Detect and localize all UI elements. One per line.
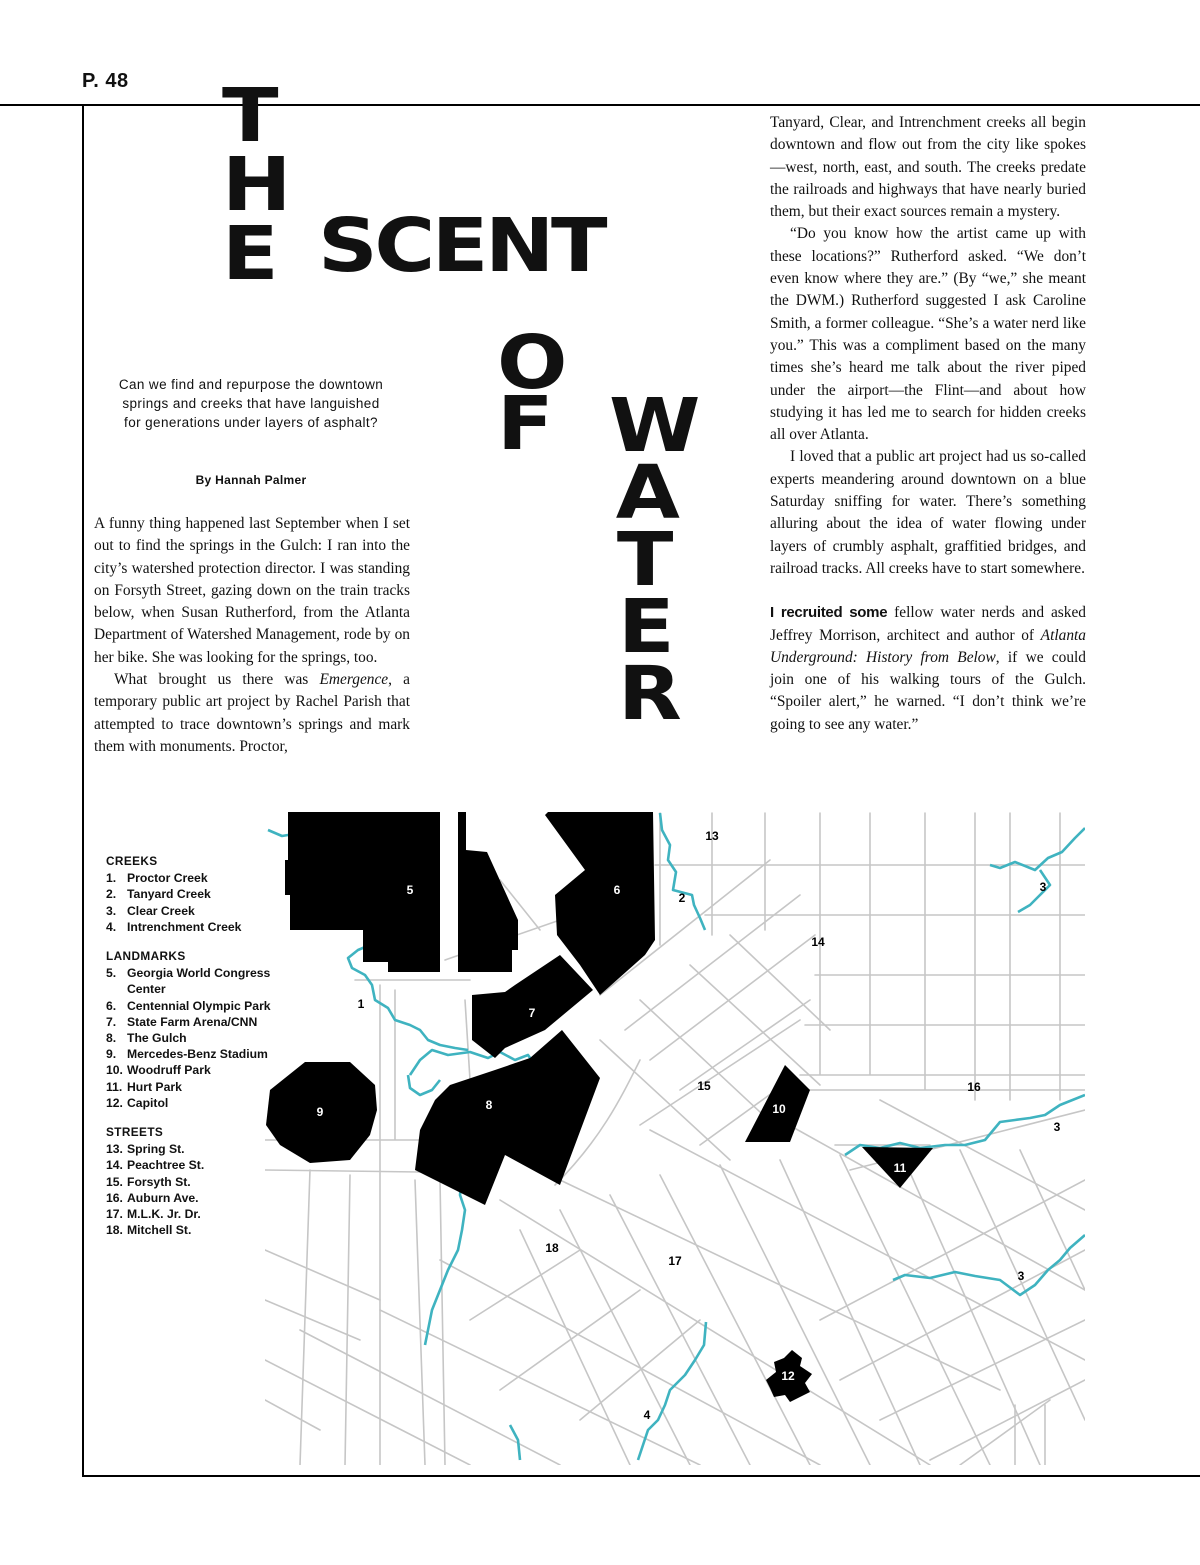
legend-number: 11. [106, 1079, 123, 1094]
legend-item [106, 965, 286, 997]
legend-item [106, 1190, 286, 1206]
map-label-landmark-7: 7 [528, 1006, 536, 1020]
legend-label: Capitol [127, 1095, 169, 1110]
headline-letter: E [222, 211, 276, 297]
map-label-creek-1: 1 [357, 997, 365, 1011]
headline-word-the [222, 73, 289, 297]
text-run: fellow water nerds and asked Jeffrey Morrison, architect and author of [770, 604, 1086, 644]
map-label-creek-3-north: 3 [1039, 880, 1047, 894]
legend-item [106, 870, 286, 886]
legend-label: M.L.K. Jr. Dr. [127, 1207, 201, 1222]
legend-item [106, 886, 286, 902]
headline-letter: R [617, 651, 679, 737]
map-label-landmark-10: 10 [772, 1102, 786, 1116]
legend-list [106, 965, 286, 1111]
map-label-street-17: 17 [668, 1254, 682, 1268]
map-label-creek-3-middle: 3 [1053, 1120, 1061, 1134]
legend-item [106, 1157, 286, 1173]
headline-letter: W [609, 383, 698, 469]
legend-number: 6. [106, 998, 117, 1013]
legend-number: 16. [106, 1190, 123, 1205]
bottom-rule [82, 1475, 1200, 1477]
map-label-landmark-12: 12 [781, 1369, 795, 1383]
legend-number: 12. [106, 1095, 123, 1110]
map-label-landmark-11: 11 [893, 1161, 907, 1175]
map-label-street-14: 14 [811, 935, 825, 949]
article-column-right [770, 112, 1086, 736]
lead-in: I recruited some [770, 604, 888, 622]
legend-label: Proctor Creek [127, 871, 208, 886]
legend-item [106, 998, 286, 1014]
legend-number: 15. [106, 1174, 123, 1189]
map-label-landmark-8: 8 [485, 1098, 493, 1112]
legend-label: Spring St. [127, 1142, 185, 1157]
map-label-street-18: 18 [545, 1241, 559, 1255]
legend-number: 18. [106, 1223, 123, 1238]
map-legend [106, 853, 286, 1251]
legend-label: Centennial Olympic Park [127, 998, 271, 1013]
legend-number: 9. [106, 1047, 117, 1062]
italic-title: Atlanta Underground: History from Below [770, 626, 1086, 666]
article-column-left [94, 513, 410, 758]
legend-label: Tanyard Creek [127, 887, 211, 902]
map-label-landmark-5: 5 [406, 883, 414, 897]
legend-list [106, 870, 286, 935]
legend-number: 7. [106, 1014, 117, 1029]
map-label-street-13: 13 [705, 829, 719, 843]
legend-label: Auburn Ave. [127, 1190, 199, 1205]
legend-item [106, 1046, 286, 1062]
map-label-landmark-6: 6 [613, 883, 621, 897]
legend-item [106, 1095, 286, 1111]
legend-number: 5. [106, 966, 117, 981]
legend-item [106, 919, 286, 935]
dek: Can we find and repurpose the downtown springs and creeks that have languished for generations under layers of asphalt? [118, 377, 384, 430]
byline: By Hannah Palmer [195, 473, 307, 487]
legend-label: Clear Creek [127, 903, 195, 918]
headline-letter: O [497, 320, 565, 406]
legend-number: 14. [106, 1158, 123, 1173]
legend-list [106, 1141, 286, 1238]
downtown-map [265, 810, 1085, 1465]
legend-label: Intrenchment Creek [127, 919, 242, 934]
legend-label: The Gulch [127, 1031, 187, 1046]
legend-label: Forsyth St. [127, 1174, 191, 1189]
headline-letter: E [617, 584, 672, 670]
map-label-street-15: 15 [697, 1079, 711, 1093]
headline-letter: A [615, 450, 677, 536]
page-number: P. 48 [82, 70, 129, 92]
legend-item [106, 1079, 286, 1095]
headline-letter: T [222, 73, 276, 159]
top-rule [0, 104, 1200, 106]
paragraph [770, 602, 1086, 736]
headline-word-scent: SCENT [318, 203, 605, 289]
legend-number: 8. [106, 1031, 117, 1046]
legend-number: 10. [106, 1063, 123, 1078]
paragraph: A funny thing happened last September when I set out to find the springs in the Gulch: I ran into the city’s watershed protection director. I was standing on Forsyth Street, gazing down on the train tracks below, when Susan Rutherford, from the Atlanta Department of Watershed Management, rode by on her bike. She was looking for the springs, too. [94, 515, 410, 666]
headline-word-of [497, 320, 565, 467]
legend-label: Mercedes-Benz Stadium [127, 1047, 268, 1062]
legend-number: 3. [106, 903, 117, 918]
legend-item [106, 1222, 286, 1238]
clear-creek-line-middle [845, 1095, 1085, 1155]
paragraph: “Do you know how the artist came up with these locations?” Rutherford asked. “We don’t even know where they are.” (By “we,” she meant the DWM.) Rutherford suggested I ask Caroline Smith, a former colleague. “She’s a water nerd like you.” This was a compliment based on the many times she’s heard me talk about the river piped under the airport—the Flint—and about how studying it has led me to search for hidden creeks all over Atlanta. [770, 225, 1086, 444]
legend-item [106, 1062, 286, 1078]
italic-title: Emergence [319, 671, 389, 689]
headline-letter: T [616, 517, 671, 603]
legend-item [106, 1141, 286, 1157]
legend-label: Georgia World Congress Center [127, 966, 271, 997]
paragraph [94, 669, 410, 758]
creek-line-west [408, 1075, 440, 1095]
legend-item [106, 1174, 286, 1190]
text-run: What brought us there was [114, 671, 320, 689]
legend-label: Woodruff Park [127, 1063, 211, 1078]
text-run: , a temporary public art project by Rachel Parish that attempted to trace downtown’s springs and mark them with monuments. Proctor, [94, 671, 410, 755]
headline-letter: H [222, 142, 289, 228]
map-label-landmark-9: 9 [316, 1105, 324, 1119]
map-label-creek-2: 2 [678, 891, 686, 905]
paragraph: I loved that a public art project had us so-called experts meandering around downtown on a blue Saturday sniffing for water. There’s something alluring about the idea of water flowing under layers of crumbly asphalt, graffitied bridges, and railroad tracks. All creeks have to start somewhere. [770, 448, 1086, 577]
clear-creek-line-north [990, 828, 1085, 912]
tanyard-creek-line [660, 813, 705, 930]
legend-item [106, 1030, 286, 1046]
legend-item [106, 903, 286, 919]
text-run: , if we could join one of his walking tours of the Gulch. “Spoiler alert,” he warned. “I don’t think we’re going to see any water.” [770, 648, 1086, 733]
legend-number: 13. [106, 1142, 123, 1157]
legend-heading: STREETS [106, 1125, 164, 1140]
legend-label: Hurt Park [127, 1079, 182, 1094]
headline-word-water [609, 383, 698, 737]
legend-number: 2. [106, 887, 117, 902]
legend-heading: LANDMARKS [106, 949, 186, 964]
legend-label: Peachtree St. [127, 1158, 205, 1173]
map-label-creek-4: 4 [643, 1408, 651, 1422]
paragraph: Tanyard, Clear, and Intrenchment creeks all begin downtown and flow out from the city like spokes—west, north, east, and south. The creeks predate the railroads and highways that have nearly buried them, but their exact sources remain a mystery. [770, 114, 1086, 221]
legend-number: 1. [106, 871, 117, 886]
legend-heading: CREEKS [106, 854, 158, 868]
legend-label: State Farm Arena/CNN [127, 1014, 258, 1029]
map-label-street-16: 16 [967, 1080, 981, 1094]
legend-number: 17. [106, 1207, 123, 1222]
legend-number: 4. [106, 919, 117, 934]
map-label-creek-3-south: 3 [1017, 1269, 1025, 1283]
legend-label: Mitchell St. [127, 1223, 192, 1238]
legend-item [106, 1206, 286, 1222]
legend-item [106, 1014, 286, 1030]
headline-letter: F [497, 381, 551, 467]
left-rule [82, 104, 84, 1476]
